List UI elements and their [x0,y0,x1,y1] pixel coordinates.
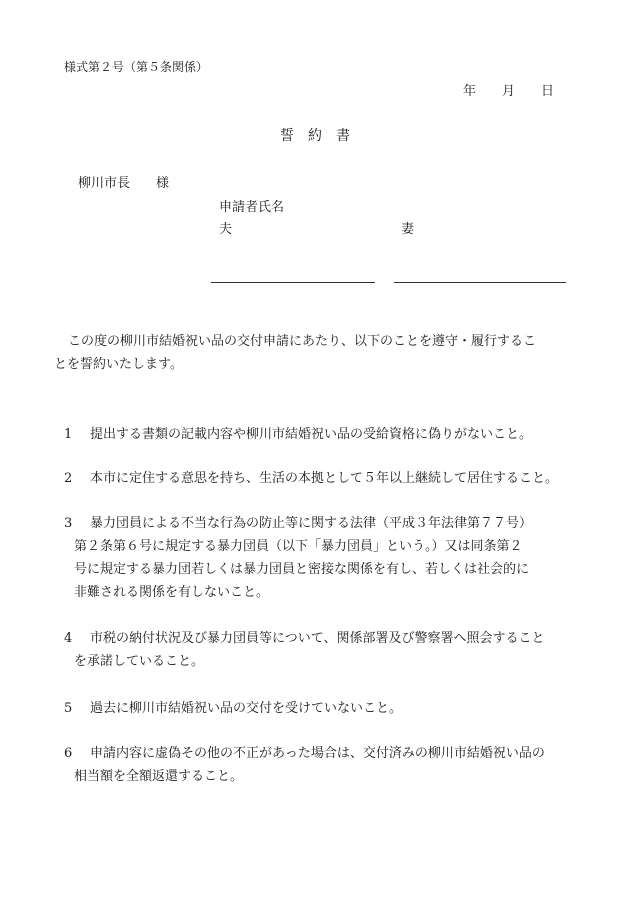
date-month: 月 [502,84,516,99]
item-number: 4 [64,631,73,646]
item-line: 申請内容に虚偽その他の不正があった場合は、交付済みの柳川市結婚祝い品の [90,746,545,761]
pledge-item-4 [64,627,594,673]
pledge-item-3 [64,512,594,604]
item-line: を承諾していること。 [74,654,205,669]
item-number: 2 [64,471,73,486]
item-line: 提出する書類の記載内容や柳川市結婚祝い品の受給資格に偽りがないこと。 [90,427,533,442]
item-line: 相当額を全額返還すること。 [74,769,244,784]
form-number: 様式第２号（第５条関係） [64,60,209,74]
item-line: 第２条第６号に規定する暴力団員（以下「暴力団員」という。）又は同条第２ [74,539,523,554]
pledge-item-6 [64,742,594,788]
item-line: 非難される関係を有しないこと。 [74,585,270,600]
item-number: 3 [64,516,73,531]
item-line: 市税の納付状況及び暴力団員等について、関係部署及び警察署へ照会すること [90,631,545,646]
intro-paragraph [54,330,574,376]
date-line [463,80,554,99]
date-year: 年 [463,84,477,99]
wife-signature-line[interactable] [394,282,566,283]
date-day: 日 [541,84,555,99]
addressee-honorific: 様 [156,176,170,191]
item-number: 5 [64,701,73,716]
item-number: 6 [64,746,73,761]
pledge-item-5 [64,697,594,720]
addressee-name: 柳川市長 [78,176,131,191]
item-line: 暴力団員による不当な行為の防止等に関する法律（平成３年法律第７７号） [90,516,533,531]
pledge-item-1 [64,423,594,446]
item-line: 本市に定住する意思を持ち、生活の本拠として５年以上継続して居住すること。 [90,471,559,486]
item-line: 号に規定する暴力団若しくは暴力団員と密接な関係を有し、若しくは社会的に [74,562,530,577]
intro-line-2: とを誓約いたします。 [54,357,183,372]
addressee [78,172,169,191]
husband-label: 夫 [219,222,233,237]
item-line: 過去に柳川市結婚祝い品の交付を受けていないこと。 [90,701,403,716]
husband-signature-line[interactable] [211,282,375,283]
intro-line-1: この度の柳川市結婚祝い品の交付申請にあたり、以下のことを遵守・履行するこ [68,334,537,349]
item-number: 1 [64,427,73,442]
applicant-name-label: 申請者氏名 [219,200,285,215]
document-title: 誓約書 [280,128,364,144]
pledge-item-2 [64,467,594,490]
wife-label: 妻 [401,222,415,237]
